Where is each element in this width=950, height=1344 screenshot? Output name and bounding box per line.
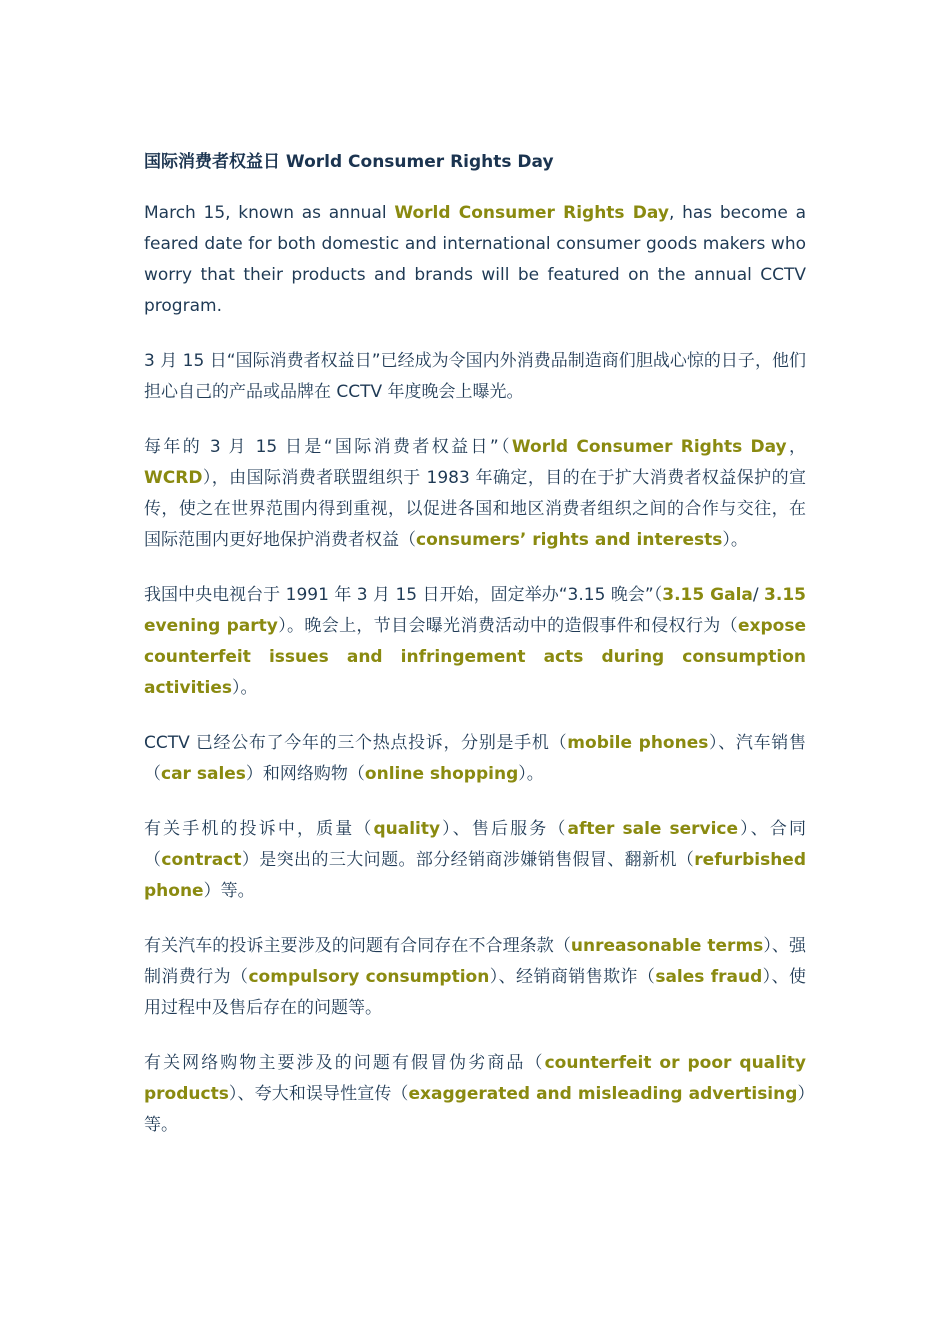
- paragraph-text: ）、经销商销售欺诈（: [489, 967, 656, 987]
- paragraph-text: , has become a feared date for both domestic and international consumer goods makers who worry that their products and brands will be featured on the annual CCTV program.: [144, 203, 806, 316]
- document-body: [144, 148, 806, 1165]
- paragraph-text: 3 月 15 日“国际消费者权益日”已经成为令国内外消费品制造商们胆战心惊的日子，他们担心自己的产品或品牌在 CCTV 年度晚会上曝光。: [144, 351, 806, 402]
- paragraph-text: ）、汽车销售（: [144, 733, 806, 784]
- paragraph-text: 每年的 3 月 15 日是“国际消费者权益日”（: [144, 437, 512, 457]
- paragraph-text: ）是突出的三大问题。部分经销商涉嫌销售假冒、翻新机（: [241, 850, 695, 870]
- paragraph-text: ，: [786, 437, 806, 457]
- highlighted-term: expose counterfeit issues and infringement acts during consumption activities: [144, 616, 806, 698]
- paragraph-text: CCTV 已经公布了今年的三个热点投诉，分别是手机（: [144, 733, 568, 753]
- paragraph-p8: [144, 1048, 806, 1141]
- paragraph-p6: [144, 814, 806, 907]
- paragraph-text: March 15, known as annual: [144, 203, 395, 223]
- highlighted-term: unreasonable terms: [570, 936, 764, 956]
- paragraph-text: ）。: [722, 530, 748, 550]
- highlighted-term: 3.15 evening party: [144, 585, 806, 636]
- paragraph-text: ）、强制消费行为（: [144, 936, 807, 987]
- paragraph-text: ）和网络购物（: [245, 764, 365, 784]
- highlighted-term: online shopping: [364, 764, 519, 784]
- paragraph-p4: [144, 580, 806, 704]
- highlighted-term: compulsory consumption: [248, 967, 490, 987]
- highlighted-term: contract: [161, 850, 242, 870]
- paragraph-text: /: [752, 585, 765, 605]
- paragraph-text: 有关手机的投诉中，质量（: [144, 819, 374, 839]
- document-title: 国际消费者权益日 World Consumer Rights Day: [144, 152, 554, 172]
- paragraph-text: ）、夸大和误导性宣传（: [228, 1084, 409, 1104]
- paragraph-text: ）、售后服务（: [440, 819, 568, 839]
- highlighted-term: exaggerated and misleading advertising: [408, 1084, 798, 1104]
- highlighted-term: consumers’ rights and interests: [416, 530, 723, 550]
- highlighted-term: sales fraud: [655, 967, 763, 987]
- highlighted-term: World Consumer Rights Day: [511, 437, 787, 457]
- paragraph-p5: [144, 728, 806, 790]
- highlighted-term: WCRD: [144, 468, 203, 488]
- paragraph-p2: [144, 346, 806, 408]
- paragraph-text: ）。晚会上，节目会曝光消费活动中的造假事件和侵权行为（: [277, 616, 738, 636]
- paragraph-text: 有关网络购物主要涉及的问题有假冒伪劣商品（: [144, 1053, 545, 1073]
- paragraph-text: ）、使用过程中及售后存在的问题等。: [144, 967, 806, 1018]
- paragraph-p3: [144, 432, 806, 556]
- highlighted-term: quality: [373, 819, 441, 839]
- highlighted-term: World Consumer Rights Day: [394, 203, 669, 223]
- paragraph-p7: [144, 931, 806, 1024]
- highlighted-term: mobile phones: [567, 733, 709, 753]
- paragraph-text: 我国中央电视台于 1991 年 3 月 15 日开始，固定举办“3.15 晚会”（: [144, 585, 663, 605]
- paragraph-text: 有关汽车的投诉主要涉及的问题有合同存在不合理条款（: [144, 936, 571, 956]
- paragraph-text: ）等。: [203, 881, 255, 901]
- highlighted-term: refurbished phone: [144, 850, 807, 901]
- paragraph-text: ）。: [232, 678, 258, 698]
- highlighted-term: after sale service: [567, 819, 739, 839]
- paragraph-list: [144, 198, 806, 1141]
- paragraph-text: ）、合同（: [144, 819, 806, 870]
- highlighted-term: 3.15 Gala: [662, 585, 753, 605]
- paragraph-text: ）。: [518, 764, 544, 784]
- highlighted-term: car sales: [161, 764, 246, 784]
- highlighted-term: counterfeit or poor quality products: [144, 1053, 807, 1104]
- paragraph-p1: [144, 198, 806, 322]
- paragraph-text: ）等。: [144, 1084, 807, 1135]
- paragraph-text: ），由国际消费者联盟组织于 1983 年确定，目的在于扩大消费者权益保护的宣传，使之在世界范围内得到重视，以促进各国和地区消费者组织之间的合作与交往，在国际范围内更好地保护消费者权益（: [144, 468, 806, 550]
